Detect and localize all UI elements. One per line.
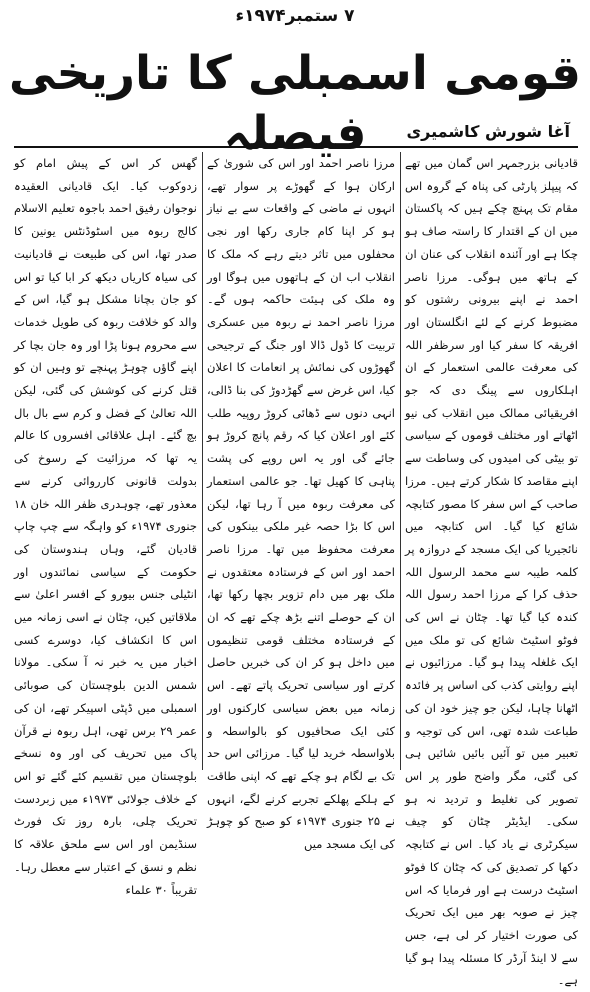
column-right [405, 152, 578, 992]
column-divider-left [202, 152, 203, 770]
column-left-text: گھس کر اس کے پیش امام کو زدوکوب کیا۔ ایک قادیانی العقیدہ نوجوان رفیق احمد باجوہ تعلیم الاسلام کالج ربوہ میں اسٹوڈنٹس یونین کا صدر تھا، اس کی طبیعت نے قادیانیت کی سیاہ کاریاں دیکھ کر ابا کیا تو اس کو جان بچانا مشکل ہو گیا، اس کے والد کو خلافت ربوہ کی طویل خدمات سے محروم ہونا پڑا اور وہ جان بچا کر اپنے گاؤں چوہڑ پہنچے تو وہیں ان کو قتل کرنے کی کوشش کی گئی، لیکن اللہ تعالیٰ کے فضل و کرم سے بال بال بچ گئے۔ اہل علاقائی افسروں کا عالم یہ تھا کہ مرزائیت کے رسوخ کی بدولت قانونی کارروائی کرنے سے معذور تھے، چوہدری ظفر اللہ خان ۱۸ جنوری ۱۹۷۴ء کو واہگہ سے چپ چاپ قادیان گئے، وہاں ہندوستان کی حکومت کے سیاسی نمائندوں اور انٹیلی جنس بیورو کے افسر اعلیٰ سے ملاقاتیں کیں، چٹان نے اسی زمانہ میں اس کا انکشاف کیا، دوسرے کسی اخبار میں یہ خبر نہ آ سکی۔ مولانا شمس الدین بلوچستان کی صوبائی اسمبلی میں ڈپٹی اسپیکر تھے، ان کی عمر ۲۹ برس تھی، اہل ربوہ نے قرآن پاک میں تحریف کی اور وہ نسخے بلوچستان میں تقسیم کئے گئے تو اس کے خلاف جولائی ۱۹۷۳ء میں زبردست تحریک چلی، بارہ روز تک فورٹ سنڈیمن اور اس سے ملحق علاقہ کا نظم و نسق کے اعتبار سے معطل رہا۔ تقریباً ۳۰ علماء [14, 156, 197, 897]
column-left [14, 152, 197, 901]
column-divider-right [400, 152, 401, 770]
header-rule [14, 146, 578, 148]
column-right-text: قادیانی بزرجمہر اس گمان میں تھے کہ پیپلز پارٹی کی پناہ کے گروہ اس مقام تک پہنچ چکے ہیں کہ پاکستان میں ان کے اقتدار کا راستہ صاف ہو چکا ہے اور آئندہ انقلاب کی عنان ان کے ہاتھ میں ہوگی۔ مرزا ناصر احمد نے اپنے بیرونی رشتوں کو مضبوط کرنے کے لئے انگلستان اور افریقہ کا سفر کیا اور سرظفر اللہ کی معرفت عالمی استعمار کے ان اہلکاروں سے پینگ دی کہ جو افریقیائی ممالک میں انقلاب کی نیو اٹھاتے اور مختلف قوموں کے سیاسی تو بیٹی کی امیدوں کی وساطت سے اپنے مقاصد کا شکار کرتے ہیں۔ مرزا صاحب کے اس سفر کا مصور کتابچہ شائع کیا گیا۔ اس کتابچہ میں نائجیریا کی ایک مسجد کے دروازہ پر کلمہ طیبہ سے محمد الرسول اللہ حذف کرا کے مرزا احمد رسول اللہ کندہ کیا گیا تھا۔ چٹان نے اس کی فوٹو اسٹیٹ شائع کی تو ملک میں ایک غلغلہ پیدا ہو گیا۔ مرزائیوں نے اپنے روایتی کذب کی اساس پر فائدہ اٹھانا چاہا، لیکن جو چیز خود ان کی طباعت شدہ تھی، اس کی توجیہ و تعبیر میں تو آئیں بائیں شائیں ہی کی گئی، مگر واضح طور پر اس تصویر کی تغلیط و تردید نہ ہو سکی۔ ایڈیٹر چٹان کو چیف سیکرٹری نے یاد کیا۔ اس نے کتابچہ دکھا کر تصدیق کی کہ چٹان کا فوٹو اسٹیٹ درست ہے اور فرمایا کہ اس چیز نے صوبہ بھر میں ایک تحریک کی صورت اختیار کر لی ہے، جس سے لا اینڈ آرڈر کا مسئلہ پیدا ہو گیا ہے۔ [405, 156, 578, 988]
column-middle-text: مرزا ناصر احمد اور اس کی شوریٰ کے ارکان ہوا کے گھوڑے پر سوار تھے، انہوں نے ماضی کے واقعات سے بے نیاز ہو کر اپنا کام جاری رکھا اور نجی محفلوں میں تاثر دیتے رہے کہ ملک کا انقلاب اب ان کے ہاتھوں میں ہوگا اور وہ ملک کی ہیئت حاکمہ ہوں گے۔ مرزا ناصر احمد نے ربوہ میں عسکری تربیت کا ڈول ڈالا اور جنگ کے ترجیحی گھوڑوں کی نمائش پر انعامات کا اعلان کیا، اس غرض سے گھڑدوڑ کی بنا ڈالی، انہی دنوں سے ڈھائی کروڑ روپیہ طلب کئے اور اعلان کیا کہ رقم پانچ کروڑ ہو جائے گی اور یہ اس روپے کی پشت پناہی کا کھیل تھا۔ جو عالمی استعمار کی معرفت ربوہ میں آ رہا تھا، لیکن اس کا بڑا حصہ غیر ملکی بینکوں کی معرفت محفوظ میں تھا۔ مرزا ناصر احمد اور اس کے فرستادہ معتقدوں نے ملک بھر میں دام تزویر بچھا رکھا تھا، ان کے حوصلے اتنے بڑھ چکے تھے کہ ان کے فرستادہ مختلف قومی تنظیموں میں داخل ہو کر ان کی خبریں حاصل کرتے اور سیاسی تحریک پاتے تھے۔ اس زمانہ میں بعض سیاسی کارکنوں اور کئی ایک صحافیوں کو بالواسطہ و بلاواسطہ خرید لیا گیا۔ مرزائی اس حد تک بے لگام ہو چکے تھے کہ اپنی طاقت کے ہلکے پھلکے تجربے کرنے لگے، انہوں نے ۲۵ جنوری ۱۹۷۴ء کو صبح کو چوہڑ کی ایک مسجد میں [207, 156, 395, 852]
article-title: قومی اسمبلی کا تاریخی فیصلہ [8, 46, 582, 161]
article-date: ۷ ستمبر۱۹۷۴ء [235, 6, 355, 26]
column-middle [207, 152, 395, 856]
article-author: آغا شورش کاشمیری [406, 122, 570, 141]
